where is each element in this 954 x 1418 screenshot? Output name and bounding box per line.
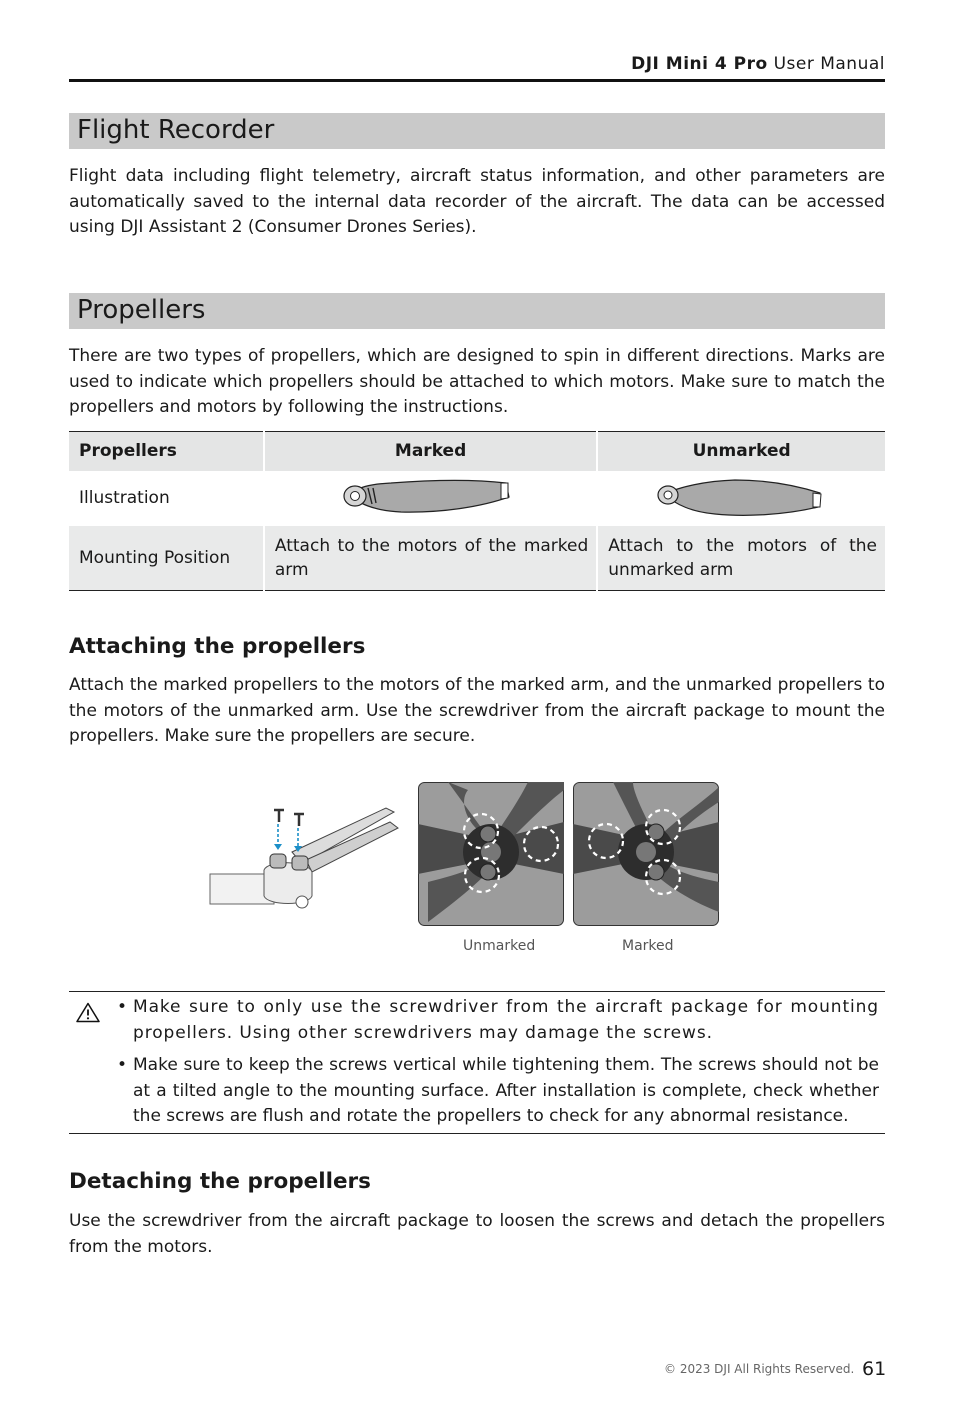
caption-unmarked: Unmarked [463, 938, 536, 954]
attaching-body: Attach the marked propellers to the motors of the marked arm, and the unmarked propellers to the motors of the unmarked arm. Use the screwdriver from the aircraft package to mount the propellers. Make sure the propellers are secure. [69, 675, 885, 746]
section-bar-flight-recorder [69, 113, 885, 149]
detaching-body: Use the screwdriver from the aircraft package to loosen the screws and detach the propellers from the motors. [69, 1211, 885, 1257]
marked-motor-photo [573, 782, 719, 926]
table-row-mounting [69, 526, 885, 591]
warning-item-1 [117, 995, 879, 1046]
attaching-title: Attaching the propellers [69, 634, 366, 659]
unmarked-propeller-icon [655, 475, 827, 517]
table-header-propellers: Propellers [79, 441, 177, 462]
warning-text-1: Make sure to only use the screwdriver from the aircraft package for mounting propellers. Using other screwdrivers may damage the screws. [133, 997, 879, 1043]
warning-triangle-icon [76, 1002, 100, 1023]
section-bar-propellers [69, 293, 885, 329]
mounting-unmarked: Attach to the motors of the unmarked arm [597, 526, 885, 591]
table-row-illustration [69, 471, 885, 526]
warning-item-2 [117, 1053, 879, 1130]
arm-screw-illustration [208, 800, 400, 912]
mounting-marked: Attach to the motors of the marked arm [264, 526, 597, 591]
section-title-propellers: Propellers [77, 295, 206, 325]
mounting-label: Mounting Position [79, 547, 231, 568]
warning-text-2: Make sure to keep the screws vertical while tightening them. The screws should not be at a tilted angle to the mounting surface. After installation is complete, check whether the screws are flush and rotate the propellers to check for any abnormal resistance. [133, 1055, 879, 1126]
warning-box [69, 991, 885, 1134]
table-header-marked: Marked [264, 432, 597, 471]
header-rule [69, 79, 885, 82]
table-header-row [69, 432, 885, 471]
caption-marked: Marked [622, 938, 674, 954]
marked-propeller-icon [341, 475, 521, 517]
unmarked-propeller-illustration [597, 471, 885, 526]
unmarked-motor-photo [418, 782, 564, 926]
marked-propeller-illustration [264, 471, 597, 526]
page-header [69, 54, 885, 74]
bullet: • [117, 1055, 128, 1075]
detaching-title: Detaching the propellers [69, 1169, 371, 1194]
flight-recorder-body: Flight data including flight telemetry, aircraft status information, and other parameters are automatically saved to the internal data recorder of the aircraft. The data can be accessed using DJI Assistant 2 (Consumer Drones Series). [69, 166, 885, 237]
footer-copyright: © 2023 DJI All Rights Reserved. [664, 1362, 855, 1376]
table-header-unmarked: Unmarked [597, 432, 885, 471]
propellers-body: There are two types of propellers, which are designed to spin in different directions. Marks are used to indicate which propellers should be attached to which motors. Make sure to match the propellers and motors by following the instructions. [69, 346, 885, 417]
section-title-flight-recorder: Flight Recorder [77, 115, 275, 145]
header-title: User Manual [773, 54, 885, 74]
propellers-table [69, 431, 885, 591]
header-brand: DJI Mini 4 Pro [631, 54, 768, 74]
illustration-label: Illustration [79, 488, 170, 508]
bullet: • [117, 997, 128, 1017]
page-number: 61 [862, 1358, 887, 1380]
